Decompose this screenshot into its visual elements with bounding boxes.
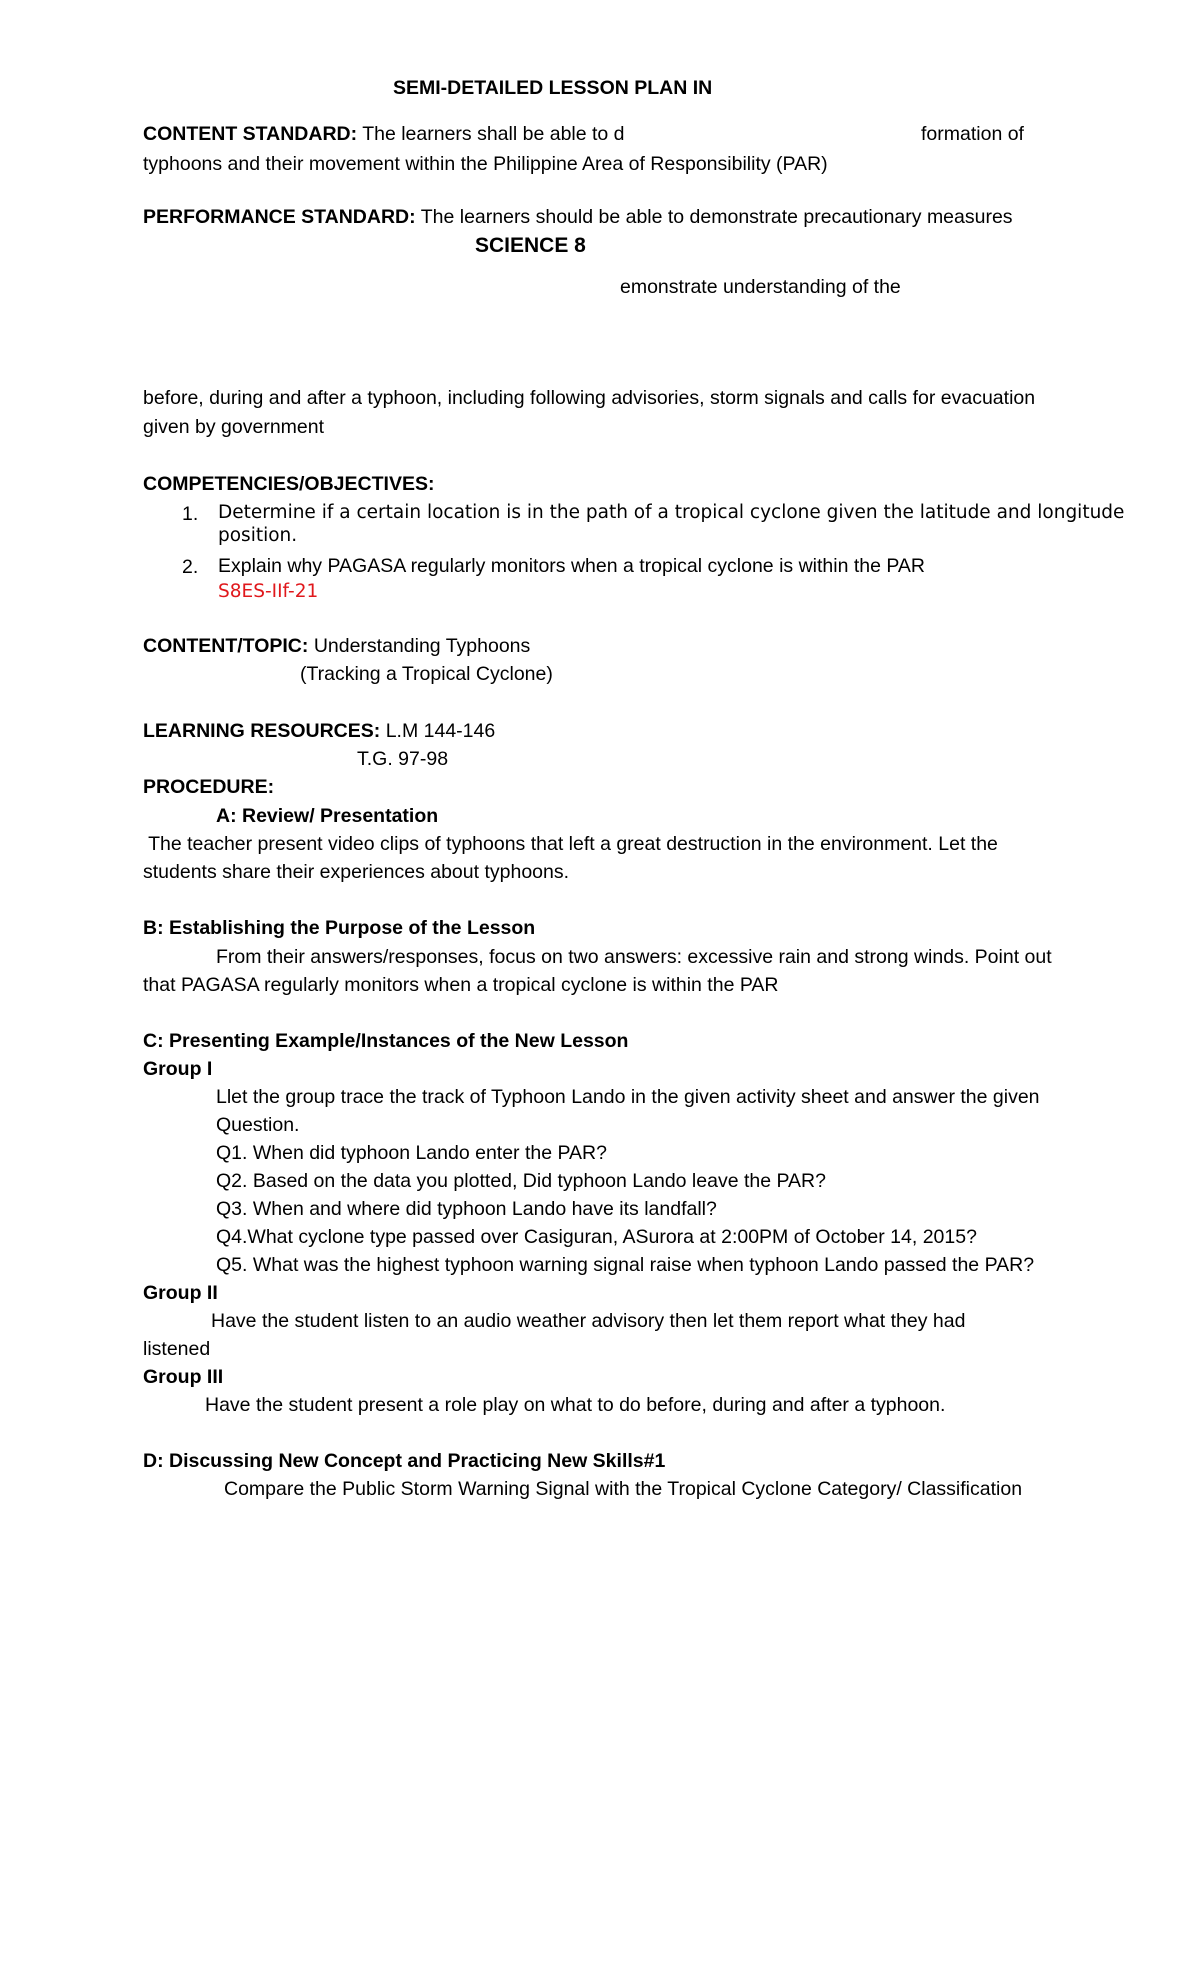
content-topic-sub: (Tracking a Tropical Cyclone) [300, 663, 553, 685]
objective-1-number: 1. [182, 503, 199, 525]
section-a-line1: The teacher present video clips of typhoons that left a great destruction in the environment. Let the [143, 833, 998, 855]
group-1-line2: Question. [216, 1114, 300, 1136]
content-standard-fragment: emonstrate understanding of the [620, 276, 901, 298]
group-1-line1: Llet the group trace the track of Typhoon Lando in the given activity sheet and answer the given [216, 1086, 1040, 1108]
performance-standard-text: The learners should be able to demonstrate precautionary measures [420, 206, 1013, 228]
section-a-line2: students share their experiences about typhoons. [143, 861, 570, 883]
objective-2-number: 2. [182, 556, 199, 578]
question-5: Q5. What was the highest typhoon warning signal raise when typhoon Lando passed the PAR? [216, 1254, 1035, 1276]
section-a-heading: A: Review/ Presentation [216, 805, 439, 827]
objective-2-line1: Explain why PAGASA regularly monitors when a tropical cyclone is within the PAR [218, 555, 926, 577]
competencies-heading: COMPETENCIES/OBJECTIVES: [143, 473, 435, 495]
procedure-heading: PROCEDURE: [143, 776, 275, 798]
page-title: SEMI-DETAILED LESSON PLAN IN [393, 77, 713, 99]
group-3-label: Group III [143, 1366, 224, 1388]
group-3-line1: Have the student present a role play on what to do before, during and after a typhoon. [205, 1394, 946, 1416]
content-standard-line1 [143, 120, 625, 148]
competency-code: S8ES-IIf-21 [218, 581, 319, 602]
content-standard-text-left: The learners shall be able to d [362, 123, 625, 145]
group-1-label: Group I [143, 1058, 213, 1080]
question-1: Q1. When did typhoon Lando enter the PAR? [216, 1142, 607, 1164]
learning-resources-label: LEARNING RESOURCES: [143, 720, 381, 742]
objective-1-line1: Determine if a certain location is in the path of a tropical cyclone given the latitude and longitude [218, 502, 1125, 523]
section-d-line1: Compare the Public Storm Warning Signal with the Tropical Cyclone Category/ Classification [224, 1478, 1023, 1500]
content-topic-line [143, 632, 530, 660]
content-topic-label: CONTENT/TOPIC: [143, 635, 309, 657]
question-3: Q3. When and where did typhoon Lando have its landfall? [216, 1198, 717, 1220]
group-2-line1: Have the student listen to an audio weather advisory then let them report what they had [211, 1310, 966, 1332]
performance-standard-line3: given by government [143, 416, 325, 438]
learning-resources-line [143, 717, 495, 745]
performance-standard-label: PERFORMANCE STANDARD: [143, 206, 416, 228]
section-b-heading: B: Establishing the Purpose of the Lesson [143, 917, 536, 939]
section-d-heading: D: Discussing New Concept and Practicing New Skills#1 [143, 1450, 666, 1472]
section-b-line2: that PAGASA regularly monitors when a tropical cyclone is within the PAR [143, 974, 779, 996]
section-b-line1: From their answers/responses, focus on two answers: excessive rain and strong winds. Point out [216, 946, 1052, 968]
learning-resources-tg: T.G. 97-98 [357, 748, 449, 770]
group-2-line2: listened [143, 1338, 211, 1360]
content-standard-line2: typhoons and their movement within the Philippine Area of Responsibility (PAR) [143, 153, 828, 175]
performance-standard-line1 [143, 203, 1013, 231]
performance-standard-line2: before, during and after a typhoon, including following advisories, storm signals and calls for evacuation [143, 387, 1036, 409]
section-c-heading: C: Presenting Example/Instances of the New Lesson [143, 1030, 629, 1052]
subject-heading: SCIENCE 8 [475, 234, 586, 257]
content-standard-text-right: formation of [921, 123, 1024, 145]
question-2: Q2. Based on the data you plotted, Did typhoon Lando leave the PAR? [216, 1170, 826, 1192]
group-2-label: Group II [143, 1282, 218, 1304]
content-standard-label: CONTENT STANDARD: [143, 123, 358, 145]
content-topic-value: Understanding Typhoons [313, 635, 531, 657]
question-4: Q4.What cyclone type passed over Casiguran, ASurora at 2:00PM of October 14, 2015? [216, 1226, 977, 1248]
learning-resources-lm: L.M 144-146 [385, 720, 496, 742]
objective-1-line2: position. [218, 525, 298, 546]
